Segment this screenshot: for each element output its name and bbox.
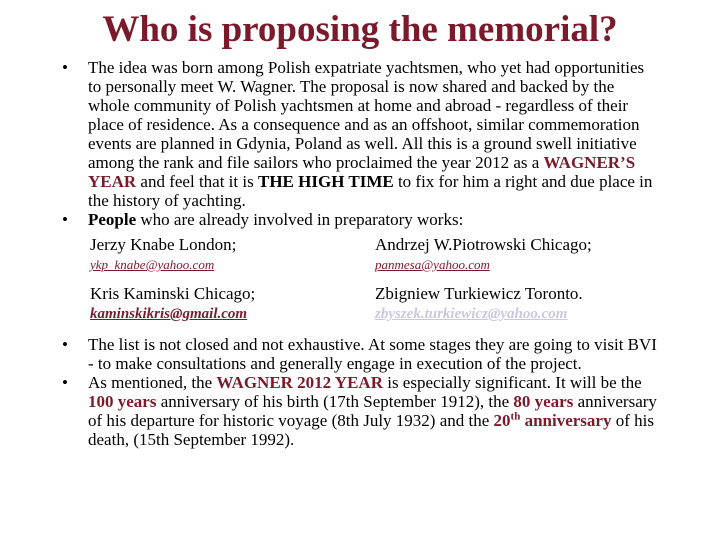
people-grid (60, 231, 660, 329)
people-row (90, 280, 660, 305)
people-row (90, 305, 660, 329)
highlight-wagners-year: WAGNER’S YEAR (88, 153, 636, 191)
email-link[interactable]: kaminskikris@gmail.com (90, 306, 248, 322)
text-segment: to fix for him a right and due place in the history of yachting. (88, 172, 653, 210)
person-name: Jerzy Knabe London; (90, 235, 237, 254)
emphasis-people: People (88, 210, 137, 229)
bullet-mark: • (62, 373, 68, 392)
text-segment: and feel that it is (136, 172, 258, 191)
text-segment: The list is not closed and not exhaustive. At some stages they are going to visit BVI - to make consultations and generally engage in execution of the project. (88, 335, 657, 373)
person-card (375, 280, 660, 305)
highlight-20: 20 (493, 411, 511, 430)
text-segment: of his death, (15th September 1992). (88, 411, 654, 449)
text-segment: is especially significant. It will be the (382, 373, 642, 392)
person-name: Zbigniew Turkiewicz Toronto. (375, 284, 583, 303)
bullet-people (60, 210, 660, 229)
person-name: Andrzej W.Piotrowski Chicago; (375, 235, 592, 254)
highlight-wagner-2012-year: WAGNER 2012 YEAR (216, 373, 383, 392)
email-link[interactable]: panmesa@yahoo.com (375, 257, 490, 272)
person-card (90, 231, 375, 256)
text-segment: As mentioned, the (88, 373, 217, 392)
highlight-80-years: 80 years (513, 392, 574, 411)
email-link[interactable]: ykp_knabe@yahoo.com (90, 257, 215, 272)
bullet-origin (60, 58, 660, 210)
email-cell (375, 305, 660, 329)
bullet-mark: • (62, 210, 68, 229)
bullet-mark: • (62, 335, 68, 354)
highlight-20-suffix: th (510, 410, 521, 423)
person-name: Kris Kaminski Chicago; (90, 284, 256, 303)
bullet-mark: • (62, 58, 68, 77)
slide-title: Who is proposing the memorial? (102, 9, 618, 50)
highlight-100-years: 100 years (88, 392, 157, 411)
email-link[interactable]: zbyszek.turkiewicz@yahoo.com (375, 306, 568, 322)
text-segment: anniversary of his departure for historic voyage (8th July 1932) and the (88, 392, 657, 430)
email-cell (90, 305, 375, 329)
highlight-anniversary: anniversary (520, 411, 612, 430)
email-cell (90, 256, 375, 280)
bullet-list (60, 58, 660, 449)
people-row (90, 231, 660, 256)
people-row (90, 256, 660, 280)
person-card (375, 231, 660, 256)
email-cell (375, 256, 660, 280)
bullet-anniversaries (60, 373, 660, 449)
text-segment: The idea was born among Polish expatriate yachtsmen, who yet had opportunities to personally meet W. Wagner. The proposal is now shared and backed by the whole community of Polish yachtsmen at home and abroad - regardless of their place of residence. As a consequence and as an offshoot, similar commemoration events are planned in Gdynia, Poland as well. All this is a ground swell initiative among the rank and file sailors who proclaimed the year 2012 as a (88, 58, 645, 172)
emphasis-high-time: THE HIGH TIME (257, 172, 394, 191)
bullet-list-open (60, 335, 660, 373)
text-segment: who are already involved in preparatory works: (136, 210, 464, 229)
text-segment: anniversary of his birth (17th September 1912), the (156, 392, 514, 411)
person-card (90, 280, 375, 305)
